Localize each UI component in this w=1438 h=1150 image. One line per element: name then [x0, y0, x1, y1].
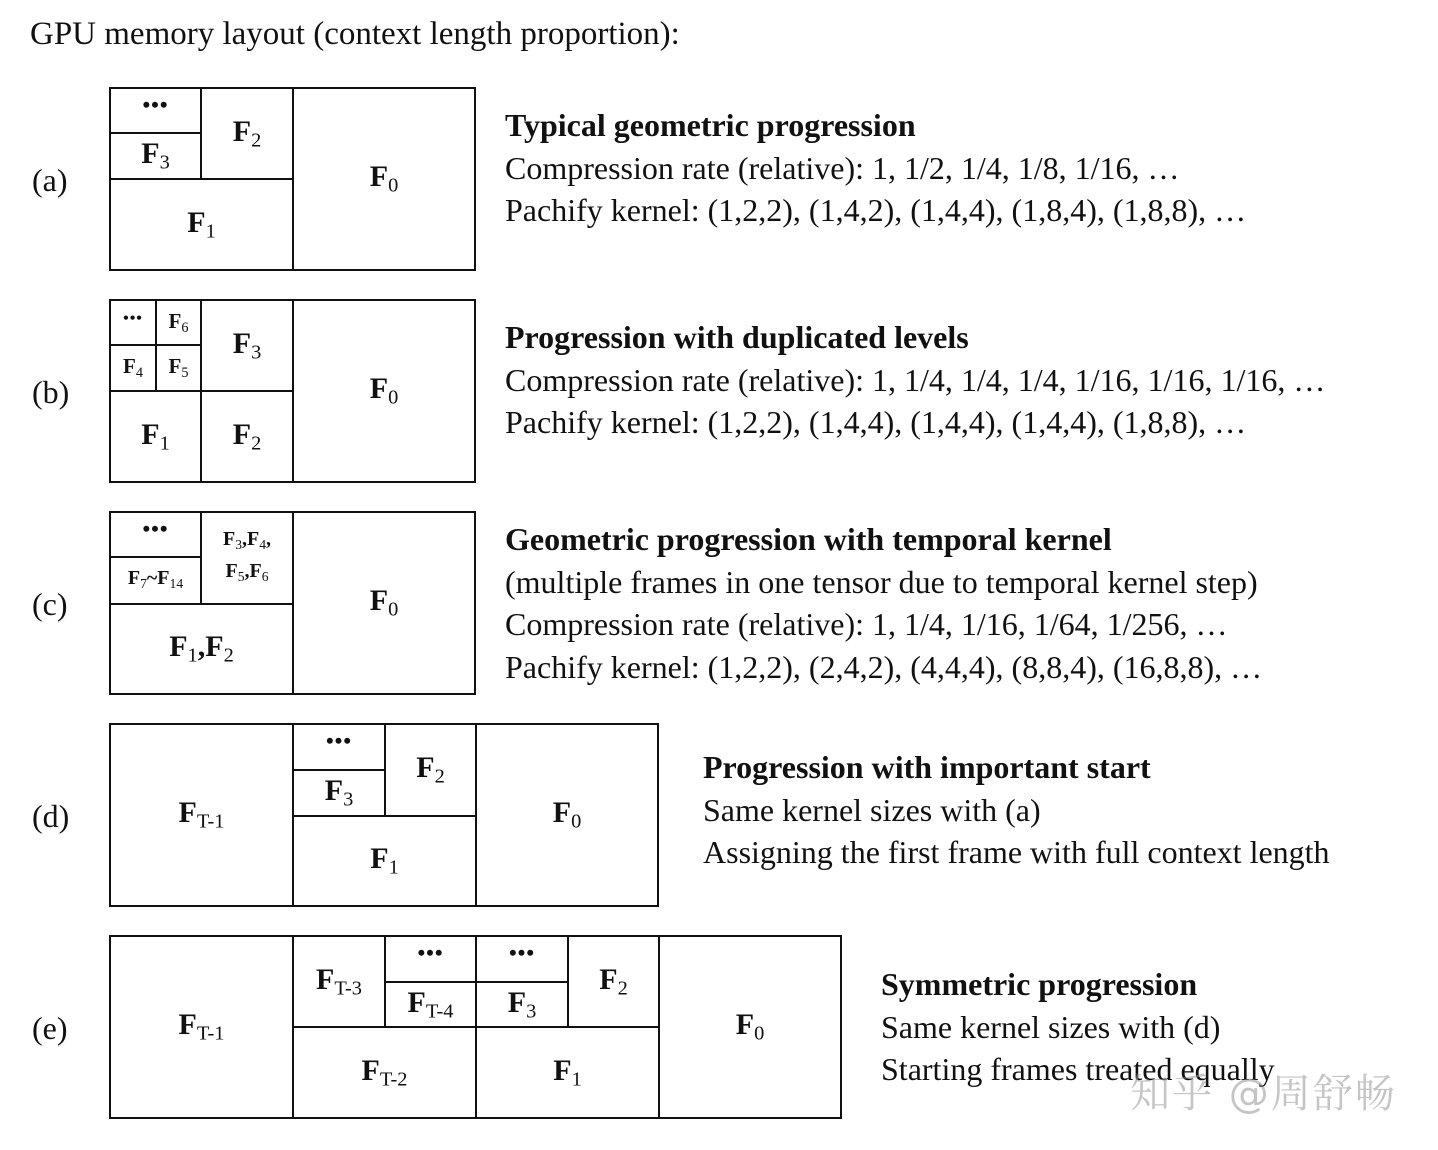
cell-ft-1 [109, 723, 294, 907]
ellipsis: ••• [142, 91, 169, 117]
cell-f4 [109, 344, 157, 392]
frame-label: $F_{T-3}$ [316, 962, 362, 1000]
cell-f0 [292, 511, 476, 695]
cell-f1 [292, 815, 477, 907]
frame-label: $F_{T-4}$ [407, 985, 454, 1023]
cell-f0 [475, 723, 659, 907]
compression-rate-line: Compression rate (relative): 1, 1/4, 1/4, 1/4, 1/16, 1/16, 1/16, … [505, 361, 1326, 398]
description-d [703, 746, 1330, 874]
ellipsis: ••• [508, 940, 536, 965]
cell-f2 [200, 390, 294, 483]
frame-label: $F_1$ [187, 205, 216, 243]
cell-f5 [155, 344, 202, 392]
row-label-b: (b) [32, 374, 70, 410]
frame-label: $F_6$ [168, 308, 189, 336]
heading: Progression with duplicated levels [505, 319, 969, 355]
row-label-d: (d) [32, 798, 70, 834]
cell-f3 [109, 132, 202, 180]
cell-ft-2 [292, 1026, 477, 1119]
cell-f2 [200, 87, 294, 180]
watermark: 知乎 @周舒畅 [1130, 1071, 1397, 1117]
description-a [505, 104, 1246, 232]
note-line: (multiple frames in one tensor due to temporal kernel step) [505, 563, 1258, 600]
frame-label: $F_{T-1}$ [178, 796, 225, 833]
cell-ft-1 [109, 935, 294, 1119]
frame-group-label: $F_3,F_4$, $F_5,F_6$ [222, 528, 272, 584]
ellipsis: ••• [325, 728, 353, 753]
cell-f3 [292, 769, 386, 817]
frame-label: $F_1$ [141, 417, 170, 455]
description-c [505, 518, 1262, 688]
cell-f1-f2 [109, 603, 294, 695]
cell-f2 [567, 935, 660, 1028]
cell-f1 [109, 178, 294, 271]
cell-dots [109, 299, 157, 346]
frame-label: $F_3$ [507, 985, 537, 1023]
frame-label: $F_0$ [735, 1008, 765, 1045]
compression-rate-line: Compression rate (relative): 1, 1/2, 1/4, 1/8, 1/16, … [505, 149, 1180, 186]
frame-group-label: $F_1,F_2$ [169, 630, 234, 667]
frame-label: $F_5$ [168, 354, 189, 381]
row-label-c: (c) [32, 586, 68, 622]
frame-label: $F_{T-1}$ [178, 1008, 225, 1045]
row-label-a: (a) [32, 162, 68, 198]
cell-f7-f14 [109, 556, 202, 605]
cell-f3-f6 [200, 511, 294, 605]
frame-label: $F_4$ [123, 354, 143, 381]
cell-dots-left [384, 935, 477, 983]
ellipsis: ••• [142, 515, 169, 541]
frame-label: $F_2$ [599, 962, 628, 1000]
frame-label: $F_3$ [141, 137, 170, 174]
kernel-line: Pachify kernel: (1,2,2), (1,4,2), (1,4,4), (1,8,4), (1,8,8), … [505, 192, 1247, 228]
cell-f1 [475, 1026, 660, 1119]
cell-dots [109, 511, 202, 558]
frame-label: $F_0$ [369, 372, 399, 409]
kernel-line: Pachify kernel: (1,2,2), (1,4,4), (1,4,4), (1,4,4), (1,8,8), … [505, 404, 1247, 440]
description-b [505, 316, 1325, 444]
cell-f0 [292, 299, 476, 483]
frame-label: $F_3$ [324, 774, 354, 811]
cell-f6 [155, 299, 202, 346]
cell-f3 [200, 299, 294, 392]
cell-dots-right [475, 935, 569, 983]
kernel-line: Pachify kernel: (1,2,2), (2,4,2), (4,4,4), (8,8,4), (16,8,8), … [505, 648, 1263, 685]
note-line: Same kernel sizes with (a) [703, 791, 1041, 828]
heading: Typical geometric progression [505, 107, 916, 143]
frame-label: $F_1$ [370, 842, 399, 879]
cell-f1 [109, 390, 202, 483]
cell-dots [292, 723, 386, 771]
frame-label: $F_0$ [552, 796, 582, 833]
heading: Geometric progression with temporal kernel [505, 521, 1112, 557]
note-line: Assigning the first frame with full context length [703, 834, 1330, 870]
frame-label: $F_0$ [369, 584, 399, 621]
frame-label: $F_{T-2}$ [361, 1053, 408, 1091]
cell-f0 [658, 935, 842, 1119]
cell-ft-3 [292, 935, 386, 1028]
row-label-e: (e) [32, 1010, 68, 1046]
frame-label: $F_1$ [553, 1053, 582, 1091]
note-line: Same kernel sizes with (d) [881, 1008, 1221, 1045]
ellipsis: ••• [123, 309, 143, 327]
frame-label: $F_2$ [416, 751, 445, 788]
frame-label: $F_0$ [369, 160, 399, 197]
heading: Progression with important start [703, 749, 1151, 785]
frame-label: $F_2$ [232, 417, 262, 455]
ellipsis: ••• [417, 940, 444, 965]
compression-rate-line: Compression rate (relative): 1, 1/4, 1/16, 1/64, 1/256, … [505, 606, 1228, 642]
cell-ft-4 [384, 981, 477, 1028]
frame-label: $F_3$ [232, 326, 262, 364]
cell-dots [109, 87, 202, 134]
frame-range-label: $F_7\sim F_{14}$ [127, 566, 184, 591]
frame-label: $F_2$ [232, 114, 262, 152]
note-line: Starting frames treated equally [881, 1051, 1275, 1087]
cell-f3 [475, 981, 569, 1028]
figure-title: GPU memory layout (context length proportion): [30, 16, 680, 52]
cell-f2 [384, 723, 477, 817]
heading: Symmetric progression [881, 966, 1198, 1002]
cell-f0 [292, 87, 476, 271]
